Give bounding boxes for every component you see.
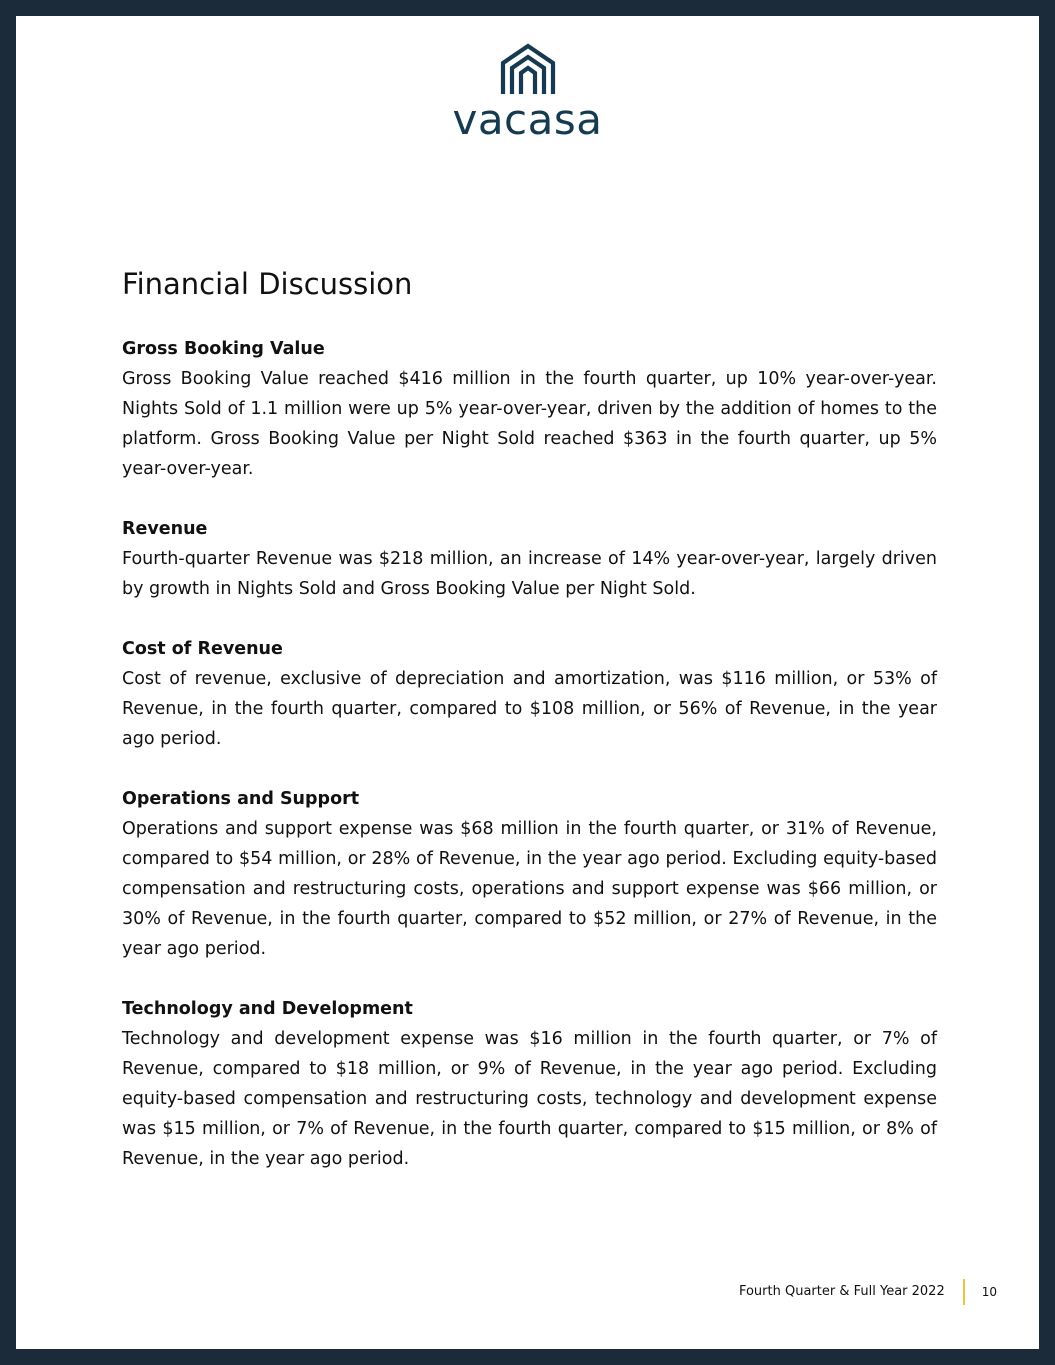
page-number: 10 [981, 1285, 997, 1299]
page-title: Financial Discussion [122, 267, 413, 301]
house-icon [499, 42, 557, 96]
section-cost-of-revenue [122, 634, 937, 754]
section-heading: Operations and Support [122, 789, 360, 809]
section-technology-and-development [122, 994, 937, 1174]
footer-label: Fourth Quarter & Full Year 2022 [738, 1284, 945, 1299]
section-heading: Technology and Development [122, 999, 413, 1019]
section-revenue [122, 514, 937, 604]
section-body: Cost of revenue, exclusive of depreciation and amortization, was $116 million, or 53% of Revenue, in the fourth quarter, compared to $108 million, or 56% of Revenue, in the year ago period. [122, 669, 937, 749]
section-body: Gross Booking Value reached $416 million in the fourth quarter, up 10% year-over-year. Nights Sold of 1.1 million were up 5% year-over-year, driven by the addition of homes to the platform. Gross Booking Value per Night Sold reached $363 in the fourth quarter, up 5% year-over-year. [122, 369, 937, 479]
document-page [16, 16, 1039, 1349]
section-body: Fourth-quarter Revenue was $218 million, an increase of 14% year-over-year, largely driven by growth in Nights Sold and Gross Booking Value per Night Sold. [122, 549, 937, 599]
logo-wordmark: vacasa [452, 95, 603, 144]
section-heading: Cost of Revenue [122, 639, 283, 659]
section-body: Technology and development expense was $16 million in the fourth quarter, or 7% of Revenue, compared to $18 million, or 9% of Revenue, in the year ago period. Excluding equity-based compensation and restructuring costs, technology and development expense was $15 million, or 7% of Revenue, in the fourth quarter, compared to $15 million, or 8% of Revenue, in the year ago period. [122, 1029, 937, 1169]
section-heading: Revenue [122, 519, 208, 539]
footer-divider [963, 1279, 965, 1305]
vacasa-logo [16, 42, 1039, 142]
section-operations-and-support [122, 784, 937, 964]
page-footer [739, 1279, 997, 1305]
section-body: Operations and support expense was $68 million in the fourth quarter, or 31% of Revenue, compared to $54 million, or 28% of Revenue, in the year ago period. Excluding equity-based compensation and restructuring costs, operations and support expense was $66 million, or 30% of Revenue, in the fourth quarter, compared to $52 million, or 27% of Revenue, in the year ago period. [122, 819, 937, 959]
section-heading: Gross Booking Value [122, 339, 325, 359]
section-gross-booking-value [122, 334, 937, 484]
main-content [122, 262, 937, 1174]
